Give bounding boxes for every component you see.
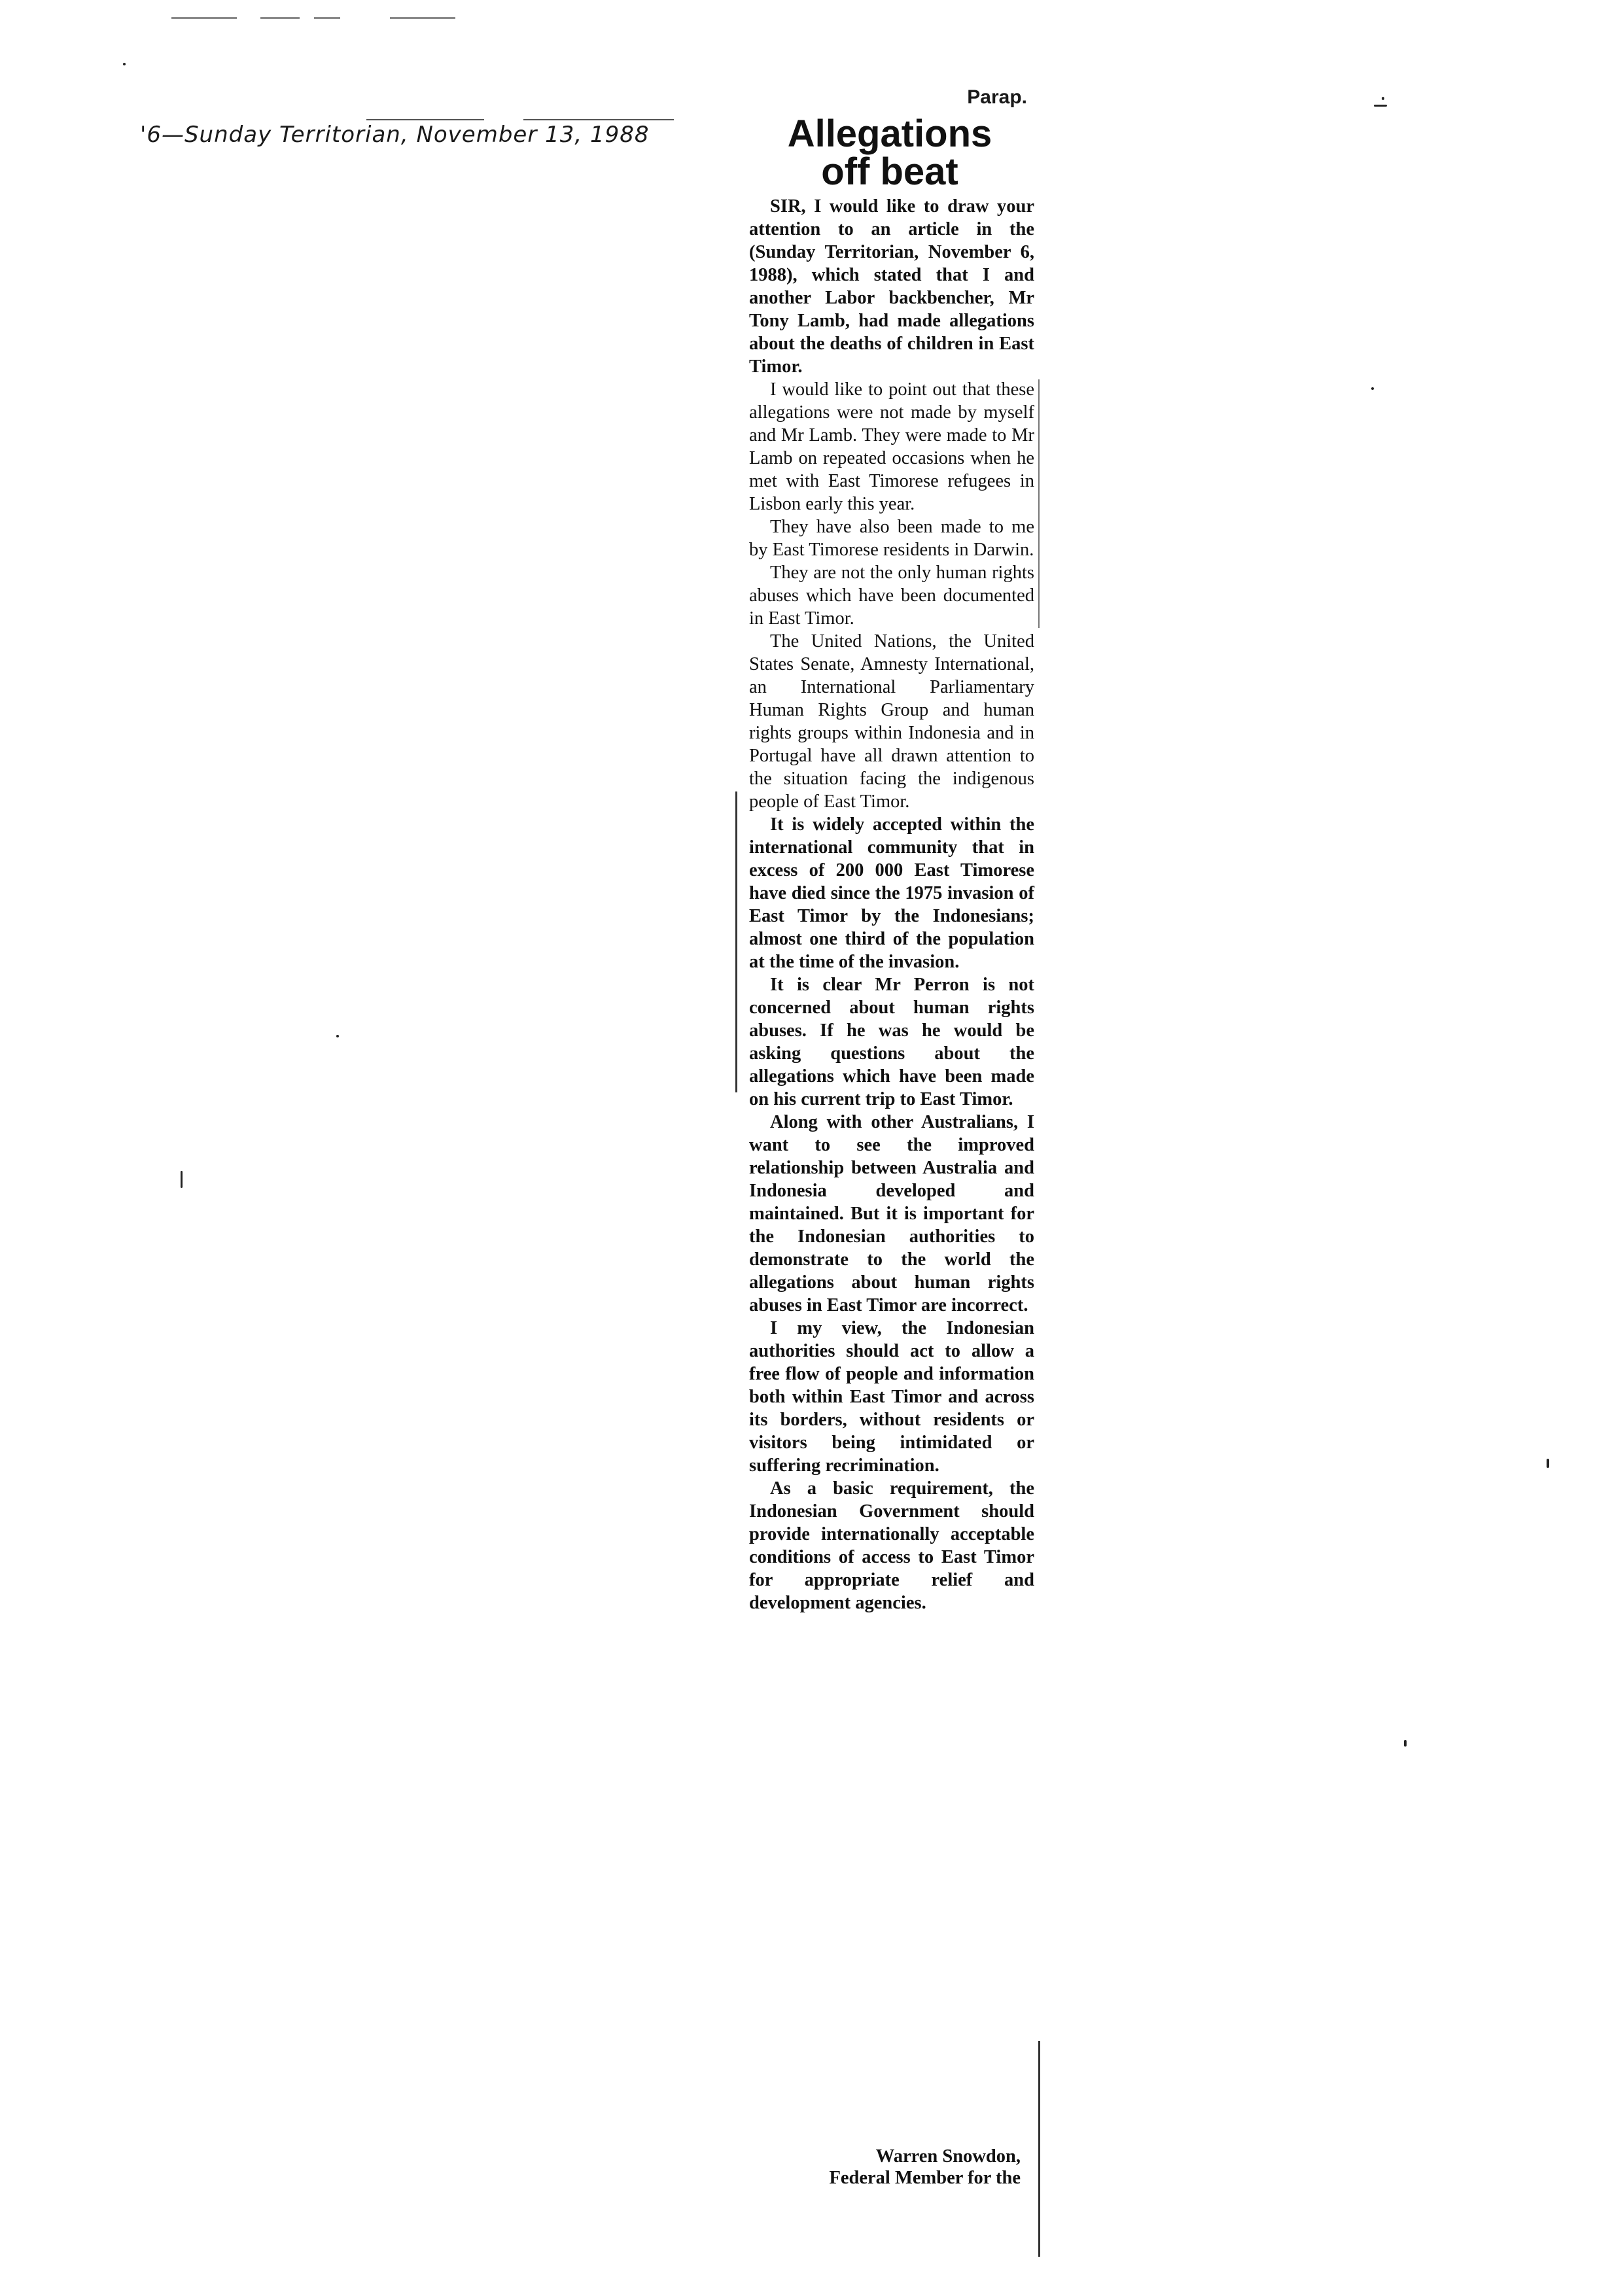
letter-paragraph: As a basic requirement, the Indonesian Government should provide internationally acceptable conditions of access to East Timor for appropriate relief and development agencies. (749, 1478, 1034, 1613)
scan-dash (390, 17, 455, 19)
letter-paragraph: I my view, the Indonesian authorities should act to allow a free flow of people and information both within East Timor and across its borders, without residents or visitors being intimidated or suffering recrimination. (749, 1318, 1034, 1476)
scan-speck (123, 63, 126, 65)
scan-speck (1382, 97, 1384, 100)
headline (752, 115, 1027, 191)
dateline-rule (523, 119, 674, 120)
scan-speck (181, 1171, 183, 1188)
signature-block (759, 2146, 1021, 2189)
scan-dash (171, 17, 237, 19)
scan-dash (260, 17, 300, 19)
signature-name: Warren Snowdon, (875, 2146, 1021, 2166)
signature-title: Federal Member for the (829, 2168, 1021, 2188)
scan-speck (1374, 105, 1387, 107)
letter-paragraph: It is clear Mr Perron is not concerned about human rights abuses. If he was he would be asking questions about the allegations which have been made on his current trip to East Timor. (749, 975, 1034, 1109)
letter-body (749, 195, 1034, 1614)
headline-line-1: Allegations (787, 113, 992, 155)
scan-speck (1404, 1740, 1407, 1747)
scan-speck (336, 1035, 339, 1037)
margin-mark (1038, 379, 1040, 628)
scan-speck (1371, 387, 1374, 390)
letter-paragraph: I would like to point out that these allegations were not made by myself and Mr Lamb. They were made to Mr Lamb on repeated occasions when he met with East Timorese refugees in Lisbon early this year. (749, 379, 1034, 514)
letter-paragraph: They are not the only human rights abuses which have been documented in East Timor. (749, 563, 1034, 629)
letter-paragraph: SIR, I would like to draw your attention to an article in the (Sunday Territorian, November 6, 1988), which stated that I and another Labor backbencher, Mr Tony Lamb, had made allegations about the deaths of children in East Timor. (749, 196, 1034, 377)
margin-mark (735, 791, 737, 1092)
scan-dash (314, 17, 340, 19)
margin-mark (1038, 2041, 1040, 2257)
headline-line-2: off beat (821, 150, 958, 193)
scan-speck (1547, 1459, 1549, 1468)
letter-paragraph: They have also been made to me by East Timorese residents in Darwin. (749, 517, 1034, 560)
dateline-rule (366, 119, 484, 120)
section-tag: Parap. (967, 86, 1027, 108)
letter-paragraph: It is widely accepted within the international community that in excess of 200 000 East Timorese have died since the 1975 invasion of East Timor by the Indonesians; almost one third of the population at the time of the invasion. (749, 814, 1034, 972)
letter-paragraph: The United Nations, the United States Senate, Amnesty International, an International Parliamentary Human Rights Group and human rights groups within Indonesia and in Portugal have all drawn attention to the situation facing the indigenous people of East Timor. (749, 631, 1034, 812)
dateline: '6—Sunday Territorian, November 13, 1988 (140, 122, 650, 148)
letter-paragraph: Along with other Australians, I want to see the improved relationship between Australia and Indonesia developed and maintained. But it is important for the Indonesian authorities to demonstrate to the world the allegations about human rights abuses in East Timor are incorrect. (749, 1112, 1034, 1315)
